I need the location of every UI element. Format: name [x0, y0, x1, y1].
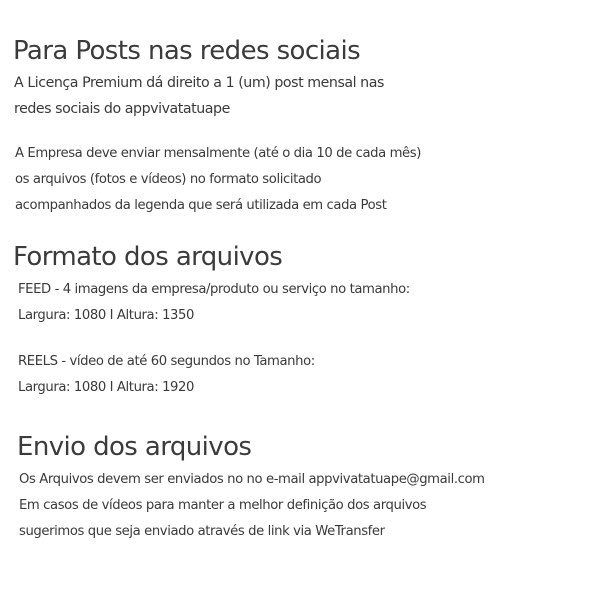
reels-spec: [18, 349, 315, 401]
instructions-paragraph: [15, 141, 421, 219]
instructions-line-1: A Empresa deve enviar mensalmente (até o dia 10 de cada mês): [15, 146, 421, 161]
feed-spec: [18, 277, 410, 329]
intro-paragraph: [14, 70, 384, 122]
send-line-3: sugerimos que seja enviado através de link via WeTransfer: [19, 524, 385, 539]
feed-line-2: Largura: 1080 I Altura: 1350: [18, 308, 195, 323]
heading-format: Formato dos arquivos: [13, 242, 283, 272]
send-line-2: Em casos de vídeos para manter a melhor definição dos arquivos: [19, 498, 427, 513]
reels-line-2: Largura: 1080 I Altura: 1920: [18, 380, 195, 395]
heading-posts: Para Posts nas redes sociais: [13, 36, 361, 66]
send-line-1: Os Arquivos devem ser enviados no no e-mail appvivatatuape@gmail.com: [19, 472, 485, 487]
instructions-line-2: os arquivos (fotos e vídeos) no formato solicitado: [15, 172, 322, 187]
send-paragraph: [19, 467, 485, 545]
instructions-line-3: acompanhados da legenda que será utilizada em cada Post: [15, 198, 387, 213]
heading-send: Envio dos arquivos: [17, 432, 252, 462]
reels-line-1: REELS - vídeo de até 60 segundos no Tamanho:: [18, 354, 315, 369]
intro-line-2: redes sociais do appvivatatuape: [14, 101, 230, 117]
feed-line-1: FEED - 4 imagens da empresa/produto ou serviço no tamanho:: [18, 282, 410, 297]
intro-line-1: A Licença Premium dá direito a 1 (um) post mensal nas: [14, 75, 384, 91]
